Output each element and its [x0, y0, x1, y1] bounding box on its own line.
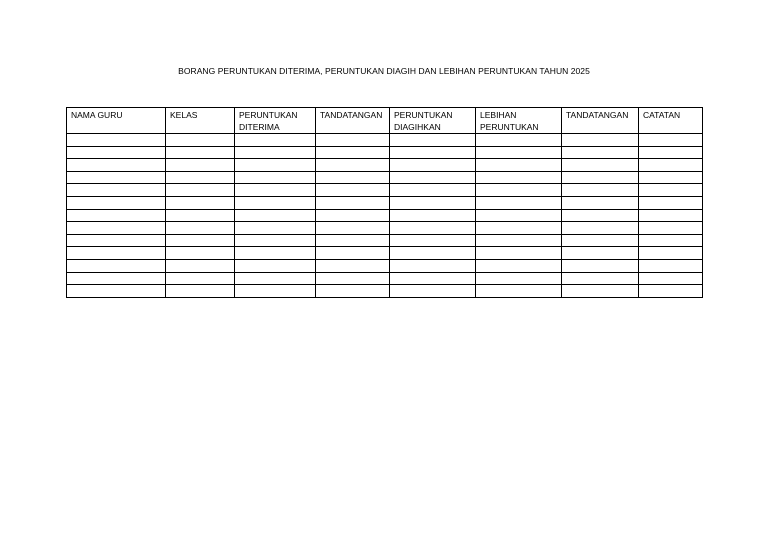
table-cell[interactable] [235, 184, 316, 197]
table-cell[interactable] [166, 209, 235, 222]
table-cell[interactable] [562, 171, 639, 184]
table-cell[interactable] [235, 209, 316, 222]
column-header-peruntukan-diagihkan: PERUNTUKAN DIAGIHKAN [390, 108, 476, 134]
table-cell[interactable] [390, 184, 476, 197]
table-cell[interactable] [390, 259, 476, 272]
table-row [67, 146, 703, 159]
table-cell[interactable] [639, 285, 703, 298]
table-row [67, 234, 703, 247]
table-cell[interactable] [476, 184, 562, 197]
table-cell[interactable] [562, 259, 639, 272]
table-cell[interactable] [390, 234, 476, 247]
table-cell[interactable] [390, 272, 476, 285]
table-cell[interactable] [476, 171, 562, 184]
table-cell[interactable] [67, 222, 166, 235]
table-cell[interactable] [562, 285, 639, 298]
table-cell[interactable] [639, 247, 703, 260]
table-cell[interactable] [390, 285, 476, 298]
table-cell[interactable] [166, 159, 235, 172]
form-title: BORANG PERUNTUKAN DITERIMA, PERUNTUKAN DIAGIH DAN LEBIHAN PERUNTUKAN TAHUN 2025 [178, 66, 590, 76]
table-cell[interactable] [476, 209, 562, 222]
table-cell[interactable] [316, 134, 390, 147]
table-cell[interactable] [639, 259, 703, 272]
table-row [67, 272, 703, 285]
table-cell[interactable] [639, 146, 703, 159]
table-cell[interactable] [390, 222, 476, 235]
table-row [67, 134, 703, 147]
table-cell[interactable] [562, 222, 639, 235]
table-cell[interactable] [316, 259, 390, 272]
table-cell[interactable] [562, 134, 639, 147]
table-cell[interactable] [316, 272, 390, 285]
table-cell[interactable] [166, 234, 235, 247]
table-cell[interactable] [235, 134, 316, 147]
table-cell[interactable] [166, 259, 235, 272]
column-header-peruntukan-diterima: PERUNTUKAN DITERIMA [235, 108, 316, 134]
table-cell[interactable] [235, 222, 316, 235]
table-cell[interactable] [316, 222, 390, 235]
table-cell[interactable] [639, 234, 703, 247]
table-cell[interactable] [166, 272, 235, 285]
table-cell[interactable] [235, 159, 316, 172]
table-cell[interactable] [476, 146, 562, 159]
table-cell[interactable] [67, 285, 166, 298]
table-cell[interactable] [235, 247, 316, 260]
table-cell[interactable] [316, 146, 390, 159]
table-cell[interactable] [639, 159, 703, 172]
table-cell[interactable] [639, 272, 703, 285]
table-cell[interactable] [562, 146, 639, 159]
table-cell[interactable] [67, 247, 166, 260]
column-header-kelas: KELAS [166, 108, 235, 134]
table-body [67, 134, 703, 298]
table-cell[interactable] [316, 285, 390, 298]
table-cell[interactable] [316, 209, 390, 222]
table-cell[interactable] [476, 247, 562, 260]
table-cell[interactable] [67, 146, 166, 159]
table-cell[interactable] [390, 159, 476, 172]
allocation-form-table [66, 107, 703, 298]
table-cell[interactable] [67, 234, 166, 247]
table-cell[interactable] [235, 285, 316, 298]
table-cell[interactable] [639, 222, 703, 235]
table-cell[interactable] [67, 171, 166, 184]
column-header-tandatangan-1: TANDATANGAN [316, 108, 390, 134]
table-cell[interactable] [166, 285, 235, 298]
table-cell[interactable] [390, 171, 476, 184]
table-cell[interactable] [166, 184, 235, 197]
table-cell[interactable] [562, 196, 639, 209]
table-cell[interactable] [67, 196, 166, 209]
table-row [67, 159, 703, 172]
table-cell[interactable] [639, 196, 703, 209]
table-row [67, 184, 703, 197]
column-header-lebihan-peruntukan: LEBIHAN PERUNTUKAN [476, 108, 562, 134]
table-cell[interactable] [235, 146, 316, 159]
table-row [67, 285, 703, 298]
table-cell[interactable] [235, 234, 316, 247]
table-cell[interactable] [562, 234, 639, 247]
table-row [67, 222, 703, 235]
table-cell[interactable] [562, 209, 639, 222]
table-cell[interactable] [67, 184, 166, 197]
table-cell[interactable] [166, 134, 235, 147]
table-cell[interactable] [166, 196, 235, 209]
column-header-nama-guru: NAMA GURU [67, 108, 166, 134]
table-cell[interactable] [639, 184, 703, 197]
table-cell[interactable] [390, 146, 476, 159]
table-cell[interactable] [476, 259, 562, 272]
table-cell[interactable] [476, 134, 562, 147]
column-header-tandatangan-2: TANDATANGAN [562, 108, 639, 134]
table-row [67, 209, 703, 222]
table-cell[interactable] [639, 171, 703, 184]
table-cell[interactable] [476, 272, 562, 285]
table-cell[interactable] [67, 259, 166, 272]
table-cell[interactable] [67, 209, 166, 222]
table-cell[interactable] [166, 146, 235, 159]
table-cell[interactable] [166, 171, 235, 184]
table-cell[interactable] [639, 134, 703, 147]
table-cell[interactable] [476, 234, 562, 247]
table-row [67, 171, 703, 184]
column-header-catatan: CATATAN [639, 108, 703, 134]
table-cell[interactable] [562, 184, 639, 197]
table-cell[interactable] [235, 171, 316, 184]
table-cell[interactable] [316, 247, 390, 260]
table-cell[interactable] [476, 285, 562, 298]
table-cell[interactable] [390, 134, 476, 147]
table-cell[interactable] [67, 272, 166, 285]
table-cell[interactable] [67, 134, 166, 147]
table-cell[interactable] [390, 209, 476, 222]
table-cell[interactable] [316, 196, 390, 209]
table-cell[interactable] [476, 159, 562, 172]
table-cell[interactable] [235, 272, 316, 285]
table-cell[interactable] [562, 159, 639, 172]
table-cell[interactable] [316, 234, 390, 247]
table-cell[interactable] [235, 196, 316, 209]
table-cell[interactable] [166, 247, 235, 260]
table-cell[interactable] [390, 247, 476, 260]
table-cell[interactable] [639, 209, 703, 222]
table-row [67, 196, 703, 209]
table-cell[interactable] [166, 222, 235, 235]
table-cell[interactable] [562, 247, 639, 260]
table-cell[interactable] [316, 159, 390, 172]
table-cell[interactable] [476, 196, 562, 209]
table-cell[interactable] [476, 222, 562, 235]
table-cell[interactable] [390, 196, 476, 209]
table-header-row [67, 108, 703, 134]
table-row [67, 259, 703, 272]
table-cell[interactable] [316, 184, 390, 197]
table-cell[interactable] [235, 259, 316, 272]
table-cell[interactable] [67, 159, 166, 172]
table-row [67, 247, 703, 260]
table-cell[interactable] [562, 272, 639, 285]
table-cell[interactable] [316, 171, 390, 184]
